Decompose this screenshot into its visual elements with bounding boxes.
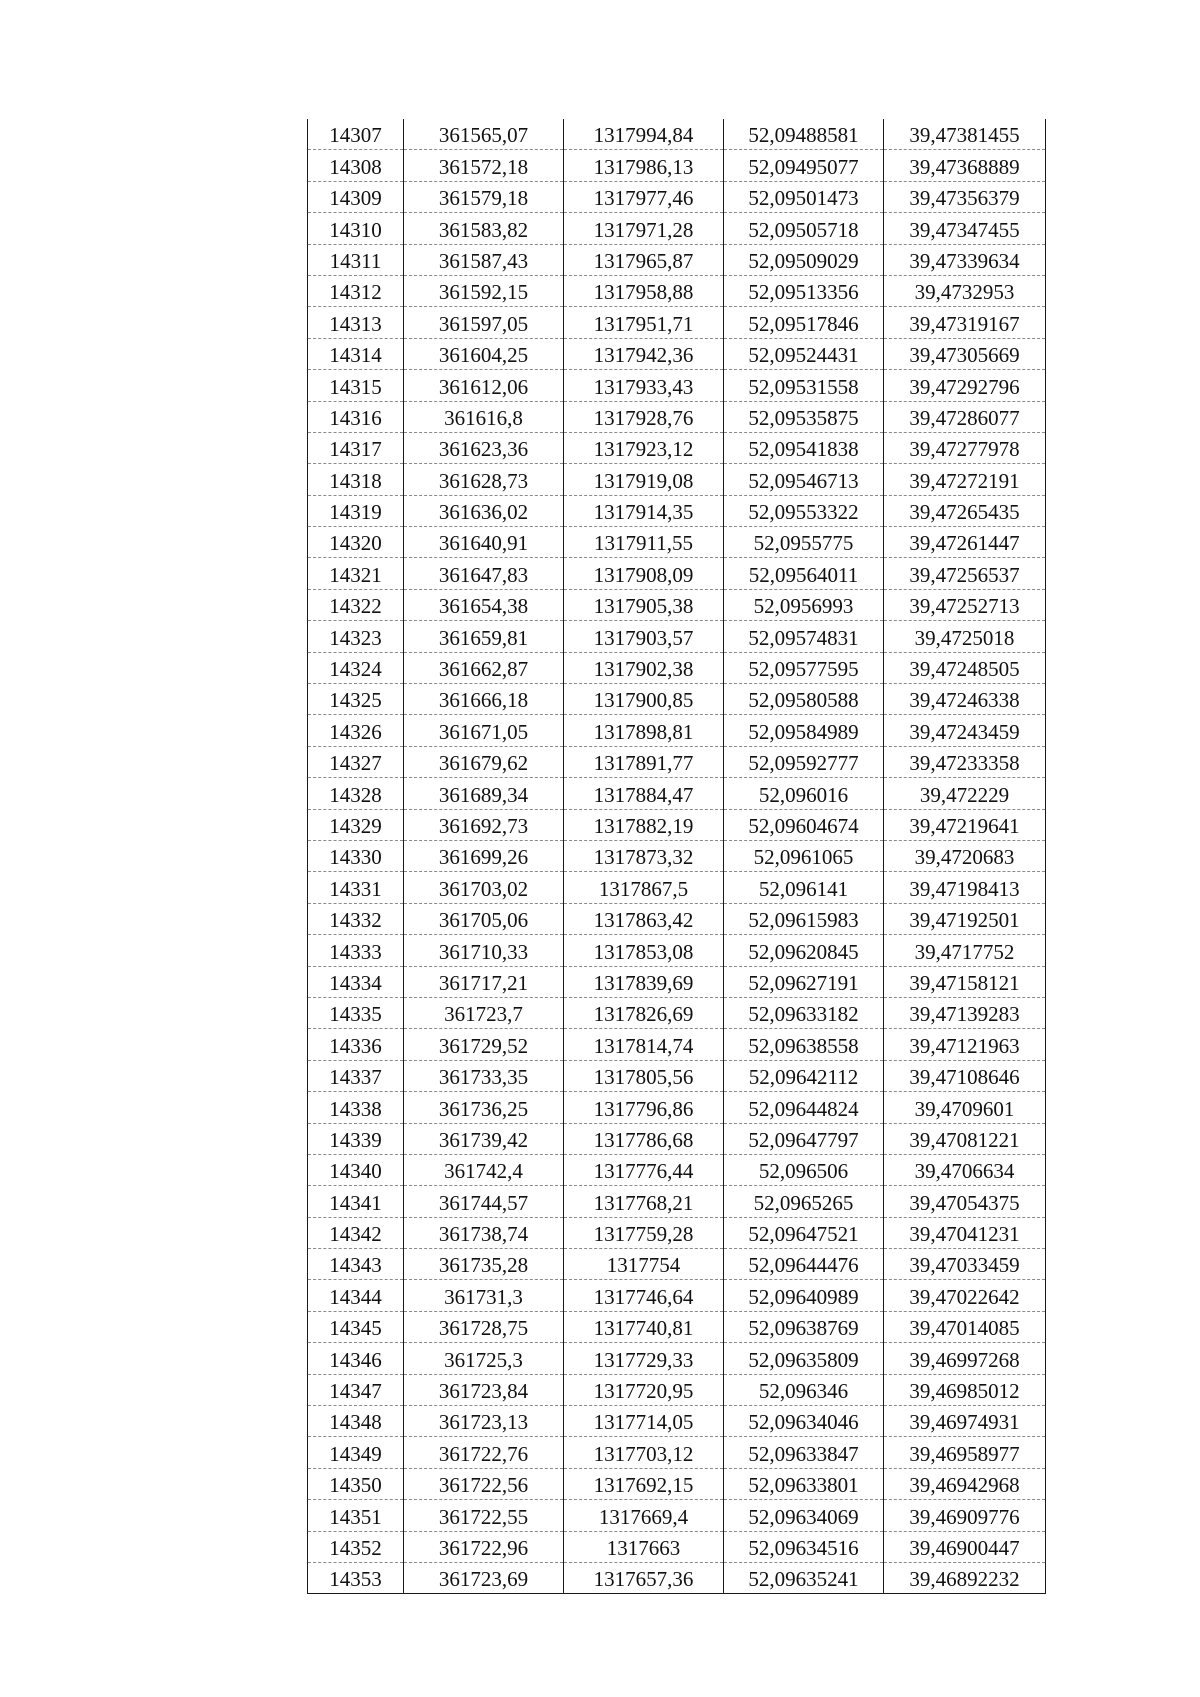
point-number-cell: 14311 xyxy=(308,244,404,275)
x-coordinate-cell: 361623,36 xyxy=(404,432,564,463)
x-coordinate-cell: 361579,18 xyxy=(404,181,564,212)
x-coordinate-cell: 361739,42 xyxy=(404,1123,564,1154)
table-row xyxy=(308,432,1046,463)
table-row xyxy=(308,275,1046,306)
longitude-cell: 39,47368889 xyxy=(884,150,1046,181)
longitude-cell: 39,46974931 xyxy=(884,1406,1046,1437)
point-number-cell: 14312 xyxy=(308,275,404,306)
table-row xyxy=(308,1468,1046,1499)
table-row xyxy=(308,1280,1046,1311)
point-number-cell: 14344 xyxy=(308,1280,404,1311)
point-number-cell: 14319 xyxy=(308,495,404,526)
latitude-cell: 52,09644476 xyxy=(724,1249,884,1280)
latitude-cell: 52,09513356 xyxy=(724,275,884,306)
longitude-cell: 39,47261447 xyxy=(884,527,1046,558)
latitude-cell: 52,09501473 xyxy=(724,181,884,212)
point-number-cell: 14307 xyxy=(308,119,404,150)
table-row xyxy=(308,1562,1046,1593)
point-number-cell: 14338 xyxy=(308,1092,404,1123)
point-number-cell: 14349 xyxy=(308,1437,404,1468)
point-number-cell: 14310 xyxy=(308,213,404,244)
y-coordinate-cell: 1317776,44 xyxy=(564,1154,724,1185)
y-coordinate-cell: 1317908,09 xyxy=(564,558,724,589)
y-coordinate-cell: 1317839,69 xyxy=(564,966,724,997)
table-row xyxy=(308,966,1046,997)
point-number-cell: 14345 xyxy=(308,1311,404,1342)
latitude-cell: 52,096016 xyxy=(724,778,884,809)
table-row xyxy=(308,1406,1046,1437)
y-coordinate-cell: 1317911,55 xyxy=(564,527,724,558)
y-coordinate-cell: 1317657,36 xyxy=(564,1562,724,1593)
x-coordinate-cell: 361733,35 xyxy=(404,1060,564,1091)
point-number-cell: 14340 xyxy=(308,1154,404,1185)
longitude-cell: 39,47198413 xyxy=(884,872,1046,903)
point-number-cell: 14315 xyxy=(308,370,404,401)
y-coordinate-cell: 1317942,36 xyxy=(564,338,724,369)
longitude-cell: 39,4706634 xyxy=(884,1154,1046,1185)
table-row xyxy=(308,1154,1046,1185)
y-coordinate-cell: 1317826,69 xyxy=(564,997,724,1028)
x-coordinate-cell: 361587,43 xyxy=(404,244,564,275)
latitude-cell: 52,0961065 xyxy=(724,840,884,871)
longitude-cell: 39,472229 xyxy=(884,778,1046,809)
point-number-cell: 14321 xyxy=(308,558,404,589)
point-number-cell: 14330 xyxy=(308,840,404,871)
longitude-cell: 39,47158121 xyxy=(884,966,1046,997)
table-row xyxy=(308,307,1046,338)
point-number-cell: 14316 xyxy=(308,401,404,432)
table-row xyxy=(308,1500,1046,1531)
x-coordinate-cell: 361717,21 xyxy=(404,966,564,997)
x-coordinate-cell: 361723,84 xyxy=(404,1374,564,1405)
x-coordinate-cell: 361636,02 xyxy=(404,495,564,526)
latitude-cell: 52,09495077 xyxy=(724,150,884,181)
longitude-cell: 39,47192501 xyxy=(884,903,1046,934)
y-coordinate-cell: 1317971,28 xyxy=(564,213,724,244)
latitude-cell: 52,09546713 xyxy=(724,464,884,495)
x-coordinate-cell: 361725,3 xyxy=(404,1343,564,1374)
y-coordinate-cell: 1317905,38 xyxy=(564,589,724,620)
latitude-cell: 52,09647797 xyxy=(724,1123,884,1154)
point-number-cell: 14351 xyxy=(308,1500,404,1531)
y-coordinate-cell: 1317977,46 xyxy=(564,181,724,212)
latitude-cell: 52,0956993 xyxy=(724,589,884,620)
x-coordinate-cell: 361705,06 xyxy=(404,903,564,934)
latitude-cell: 52,09634069 xyxy=(724,1500,884,1531)
y-coordinate-cell: 1317873,32 xyxy=(564,840,724,871)
y-coordinate-cell: 1317692,15 xyxy=(564,1468,724,1499)
y-coordinate-cell: 1317754 xyxy=(564,1249,724,1280)
x-coordinate-cell: 361729,52 xyxy=(404,1029,564,1060)
table-row xyxy=(308,1437,1046,1468)
point-number-cell: 14343 xyxy=(308,1249,404,1280)
point-number-cell: 14334 xyxy=(308,966,404,997)
table-row xyxy=(308,684,1046,715)
y-coordinate-cell: 1317928,76 xyxy=(564,401,724,432)
table-row xyxy=(308,872,1046,903)
y-coordinate-cell: 1317884,47 xyxy=(564,778,724,809)
x-coordinate-cell: 361692,73 xyxy=(404,809,564,840)
latitude-cell: 52,09535875 xyxy=(724,401,884,432)
point-number-cell: 14320 xyxy=(308,527,404,558)
y-coordinate-cell: 1317796,86 xyxy=(564,1092,724,1123)
latitude-cell: 52,096506 xyxy=(724,1154,884,1185)
table-row xyxy=(308,527,1046,558)
longitude-cell: 39,47233358 xyxy=(884,746,1046,777)
latitude-cell: 52,09633801 xyxy=(724,1468,884,1499)
y-coordinate-cell: 1317933,43 xyxy=(564,370,724,401)
longitude-cell: 39,47022642 xyxy=(884,1280,1046,1311)
table-row xyxy=(308,1374,1046,1405)
longitude-cell: 39,4709601 xyxy=(884,1092,1046,1123)
longitude-cell: 39,4732953 xyxy=(884,275,1046,306)
point-number-cell: 14332 xyxy=(308,903,404,934)
y-coordinate-cell: 1317703,12 xyxy=(564,1437,724,1468)
y-coordinate-cell: 1317919,08 xyxy=(564,464,724,495)
table-row xyxy=(308,464,1046,495)
latitude-cell: 52,096346 xyxy=(724,1374,884,1405)
longitude-cell: 39,4720683 xyxy=(884,840,1046,871)
table-row xyxy=(308,1343,1046,1374)
table-row xyxy=(308,715,1046,746)
latitude-cell: 52,09627191 xyxy=(724,966,884,997)
latitude-cell: 52,09505718 xyxy=(724,213,884,244)
y-coordinate-cell: 1317768,21 xyxy=(564,1186,724,1217)
latitude-cell: 52,09635241 xyxy=(724,1562,884,1593)
x-coordinate-cell: 361666,18 xyxy=(404,684,564,715)
x-coordinate-cell: 361628,73 xyxy=(404,464,564,495)
y-coordinate-cell: 1317729,33 xyxy=(564,1343,724,1374)
x-coordinate-cell: 361722,96 xyxy=(404,1531,564,1562)
y-coordinate-cell: 1317903,57 xyxy=(564,621,724,652)
latitude-cell: 52,09633847 xyxy=(724,1437,884,1468)
table-row xyxy=(308,1092,1046,1123)
latitude-cell: 52,096141 xyxy=(724,872,884,903)
latitude-cell: 52,09615983 xyxy=(724,903,884,934)
y-coordinate-cell: 1317882,19 xyxy=(564,809,724,840)
point-number-cell: 14353 xyxy=(308,1562,404,1593)
latitude-cell: 52,09642112 xyxy=(724,1060,884,1091)
x-coordinate-cell: 361597,05 xyxy=(404,307,564,338)
latitude-cell: 52,09644824 xyxy=(724,1092,884,1123)
latitude-cell: 52,09574831 xyxy=(724,621,884,652)
table-row xyxy=(308,903,1046,934)
point-number-cell: 14341 xyxy=(308,1186,404,1217)
y-coordinate-cell: 1317898,81 xyxy=(564,715,724,746)
y-coordinate-cell: 1317805,56 xyxy=(564,1060,724,1091)
table-row xyxy=(308,746,1046,777)
coordinates-table xyxy=(307,119,1046,1594)
table-row xyxy=(308,621,1046,652)
latitude-cell: 52,09564011 xyxy=(724,558,884,589)
point-number-cell: 14322 xyxy=(308,589,404,620)
point-number-cell: 14314 xyxy=(308,338,404,369)
longitude-cell: 39,47381455 xyxy=(884,119,1046,150)
y-coordinate-cell: 1317740,81 xyxy=(564,1311,724,1342)
latitude-cell: 52,09531558 xyxy=(724,370,884,401)
longitude-cell: 39,47014085 xyxy=(884,1311,1046,1342)
point-number-cell: 14331 xyxy=(308,872,404,903)
x-coordinate-cell: 361671,05 xyxy=(404,715,564,746)
latitude-cell: 52,09509029 xyxy=(724,244,884,275)
longitude-cell: 39,46985012 xyxy=(884,1374,1046,1405)
latitude-cell: 52,09620845 xyxy=(724,935,884,966)
point-number-cell: 14313 xyxy=(308,307,404,338)
longitude-cell: 39,47347455 xyxy=(884,213,1046,244)
x-coordinate-cell: 361722,76 xyxy=(404,1437,564,1468)
point-number-cell: 14326 xyxy=(308,715,404,746)
point-number-cell: 14339 xyxy=(308,1123,404,1154)
latitude-cell: 52,09634046 xyxy=(724,1406,884,1437)
latitude-cell: 52,09577595 xyxy=(724,652,884,683)
y-coordinate-cell: 1317994,84 xyxy=(564,119,724,150)
y-coordinate-cell: 1317958,88 xyxy=(564,275,724,306)
longitude-cell: 39,47121963 xyxy=(884,1029,1046,1060)
latitude-cell: 52,09635809 xyxy=(724,1343,884,1374)
x-coordinate-cell: 361592,15 xyxy=(404,275,564,306)
y-coordinate-cell: 1317863,42 xyxy=(564,903,724,934)
x-coordinate-cell: 361640,91 xyxy=(404,527,564,558)
y-coordinate-cell: 1317714,05 xyxy=(564,1406,724,1437)
longitude-cell: 39,46892232 xyxy=(884,1562,1046,1593)
x-coordinate-cell: 361572,18 xyxy=(404,150,564,181)
table-row xyxy=(308,840,1046,871)
y-coordinate-cell: 1317902,38 xyxy=(564,652,724,683)
point-number-cell: 14324 xyxy=(308,652,404,683)
longitude-cell: 39,47139283 xyxy=(884,997,1046,1028)
point-number-cell: 14333 xyxy=(308,935,404,966)
table-row xyxy=(308,401,1046,432)
y-coordinate-cell: 1317746,64 xyxy=(564,1280,724,1311)
point-number-cell: 14329 xyxy=(308,809,404,840)
point-number-cell: 14346 xyxy=(308,1343,404,1374)
latitude-cell: 52,09647521 xyxy=(724,1217,884,1248)
latitude-cell: 52,09638558 xyxy=(724,1029,884,1060)
longitude-cell: 39,46997268 xyxy=(884,1343,1046,1374)
longitude-cell: 39,47041231 xyxy=(884,1217,1046,1248)
table-row xyxy=(308,495,1046,526)
y-coordinate-cell: 1317814,74 xyxy=(564,1029,724,1060)
x-coordinate-cell: 361722,56 xyxy=(404,1468,564,1499)
latitude-cell: 52,09584989 xyxy=(724,715,884,746)
y-coordinate-cell: 1317891,77 xyxy=(564,746,724,777)
longitude-cell: 39,47033459 xyxy=(884,1249,1046,1280)
table-row xyxy=(308,809,1046,840)
x-coordinate-cell: 361565,07 xyxy=(404,119,564,150)
table-row xyxy=(308,1249,1046,1280)
x-coordinate-cell: 361728,75 xyxy=(404,1311,564,1342)
x-coordinate-cell: 361659,81 xyxy=(404,621,564,652)
table-row xyxy=(308,244,1046,275)
x-coordinate-cell: 361604,25 xyxy=(404,338,564,369)
y-coordinate-cell: 1317923,12 xyxy=(564,432,724,463)
x-coordinate-cell: 361738,74 xyxy=(404,1217,564,1248)
latitude-cell: 52,09580588 xyxy=(724,684,884,715)
longitude-cell: 39,47256537 xyxy=(884,558,1046,589)
table-row xyxy=(308,181,1046,212)
longitude-cell: 39,47292796 xyxy=(884,370,1046,401)
x-coordinate-cell: 361723,13 xyxy=(404,1406,564,1437)
longitude-cell: 39,47305669 xyxy=(884,338,1046,369)
x-coordinate-cell: 361689,34 xyxy=(404,778,564,809)
table-row xyxy=(308,119,1046,150)
longitude-cell: 39,46958977 xyxy=(884,1437,1046,1468)
latitude-cell: 52,09524431 xyxy=(724,338,884,369)
longitude-cell: 39,47356379 xyxy=(884,181,1046,212)
longitude-cell: 39,46909776 xyxy=(884,1500,1046,1531)
x-coordinate-cell: 361662,87 xyxy=(404,652,564,683)
longitude-cell: 39,47272191 xyxy=(884,464,1046,495)
longitude-cell: 39,47252713 xyxy=(884,589,1046,620)
point-number-cell: 14328 xyxy=(308,778,404,809)
longitude-cell: 39,47339634 xyxy=(884,244,1046,275)
x-coordinate-cell: 361679,62 xyxy=(404,746,564,777)
x-coordinate-cell: 361744,57 xyxy=(404,1186,564,1217)
latitude-cell: 52,09633182 xyxy=(724,997,884,1028)
table-row xyxy=(308,150,1046,181)
point-number-cell: 14309 xyxy=(308,181,404,212)
latitude-cell: 52,09553322 xyxy=(724,495,884,526)
longitude-cell: 39,47108646 xyxy=(884,1060,1046,1091)
table-row xyxy=(308,558,1046,589)
latitude-cell: 52,09488581 xyxy=(724,119,884,150)
x-coordinate-cell: 361722,55 xyxy=(404,1500,564,1531)
y-coordinate-cell: 1317986,13 xyxy=(564,150,724,181)
point-number-cell: 14337 xyxy=(308,1060,404,1091)
table-row xyxy=(308,370,1046,401)
point-number-cell: 14347 xyxy=(308,1374,404,1405)
latitude-cell: 52,09640989 xyxy=(724,1280,884,1311)
y-coordinate-cell: 1317951,71 xyxy=(564,307,724,338)
y-coordinate-cell: 1317720,95 xyxy=(564,1374,724,1405)
latitude-cell: 52,09592777 xyxy=(724,746,884,777)
y-coordinate-cell: 1317853,08 xyxy=(564,935,724,966)
latitude-cell: 52,09604674 xyxy=(724,809,884,840)
x-coordinate-cell: 361654,38 xyxy=(404,589,564,620)
point-number-cell: 14336 xyxy=(308,1029,404,1060)
latitude-cell: 52,09638769 xyxy=(724,1311,884,1342)
longitude-cell: 39,4725018 xyxy=(884,621,1046,652)
longitude-cell: 39,47248505 xyxy=(884,652,1046,683)
longitude-cell: 39,47277978 xyxy=(884,432,1046,463)
x-coordinate-cell: 361616,8 xyxy=(404,401,564,432)
x-coordinate-cell: 361736,25 xyxy=(404,1092,564,1123)
table-row xyxy=(308,935,1046,966)
point-number-cell: 14342 xyxy=(308,1217,404,1248)
point-number-cell: 14350 xyxy=(308,1468,404,1499)
table-row xyxy=(308,1123,1046,1154)
table-row xyxy=(308,1531,1046,1562)
longitude-cell: 39,47054375 xyxy=(884,1186,1046,1217)
table-row xyxy=(308,1217,1046,1248)
table-row xyxy=(308,778,1046,809)
longitude-cell: 39,47219641 xyxy=(884,809,1046,840)
point-number-cell: 14323 xyxy=(308,621,404,652)
point-number-cell: 14335 xyxy=(308,997,404,1028)
x-coordinate-cell: 361735,28 xyxy=(404,1249,564,1280)
longitude-cell: 39,4717752 xyxy=(884,935,1046,966)
y-coordinate-cell: 1317914,35 xyxy=(564,495,724,526)
latitude-cell: 52,0955775 xyxy=(724,527,884,558)
point-number-cell: 14308 xyxy=(308,150,404,181)
longitude-cell: 39,47081221 xyxy=(884,1123,1046,1154)
point-number-cell: 14317 xyxy=(308,432,404,463)
x-coordinate-cell: 361612,06 xyxy=(404,370,564,401)
table-row xyxy=(308,997,1046,1028)
table-row xyxy=(308,1029,1046,1060)
longitude-cell: 39,47265435 xyxy=(884,495,1046,526)
y-coordinate-cell: 1317786,68 xyxy=(564,1123,724,1154)
x-coordinate-cell: 361583,82 xyxy=(404,213,564,244)
point-number-cell: 14348 xyxy=(308,1406,404,1437)
latitude-cell: 52,0965265 xyxy=(724,1186,884,1217)
y-coordinate-cell: 1317867,5 xyxy=(564,872,724,903)
longitude-cell: 39,47246338 xyxy=(884,684,1046,715)
x-coordinate-cell: 361647,83 xyxy=(404,558,564,589)
longitude-cell: 39,46942968 xyxy=(884,1468,1046,1499)
table-row xyxy=(308,338,1046,369)
y-coordinate-cell: 1317900,85 xyxy=(564,684,724,715)
longitude-cell: 39,47243459 xyxy=(884,715,1046,746)
x-coordinate-cell: 361710,33 xyxy=(404,935,564,966)
latitude-cell: 52,09541838 xyxy=(724,432,884,463)
x-coordinate-cell: 361723,69 xyxy=(404,1562,564,1593)
point-number-cell: 14318 xyxy=(308,464,404,495)
y-coordinate-cell: 1317759,28 xyxy=(564,1217,724,1248)
latitude-cell: 52,09634516 xyxy=(724,1531,884,1562)
point-number-cell: 14325 xyxy=(308,684,404,715)
longitude-cell: 39,47319167 xyxy=(884,307,1046,338)
coordinates-table-body xyxy=(308,119,1046,1594)
longitude-cell: 39,46900447 xyxy=(884,1531,1046,1562)
y-coordinate-cell: 1317663 xyxy=(564,1531,724,1562)
longitude-cell: 39,47286077 xyxy=(884,401,1046,432)
y-coordinate-cell: 1317965,87 xyxy=(564,244,724,275)
table-row xyxy=(308,1060,1046,1091)
point-number-cell: 14352 xyxy=(308,1531,404,1562)
point-number-cell: 14327 xyxy=(308,746,404,777)
table-row xyxy=(308,1186,1046,1217)
table-row xyxy=(308,652,1046,683)
table-row xyxy=(308,1311,1046,1342)
table-row xyxy=(308,589,1046,620)
x-coordinate-cell: 361703,02 xyxy=(404,872,564,903)
x-coordinate-cell: 361731,3 xyxy=(404,1280,564,1311)
table-row xyxy=(308,213,1046,244)
x-coordinate-cell: 361723,7 xyxy=(404,997,564,1028)
y-coordinate-cell: 1317669,4 xyxy=(564,1500,724,1531)
latitude-cell: 52,09517846 xyxy=(724,307,884,338)
x-coordinate-cell: 361742,4 xyxy=(404,1154,564,1185)
x-coordinate-cell: 361699,26 xyxy=(404,840,564,871)
